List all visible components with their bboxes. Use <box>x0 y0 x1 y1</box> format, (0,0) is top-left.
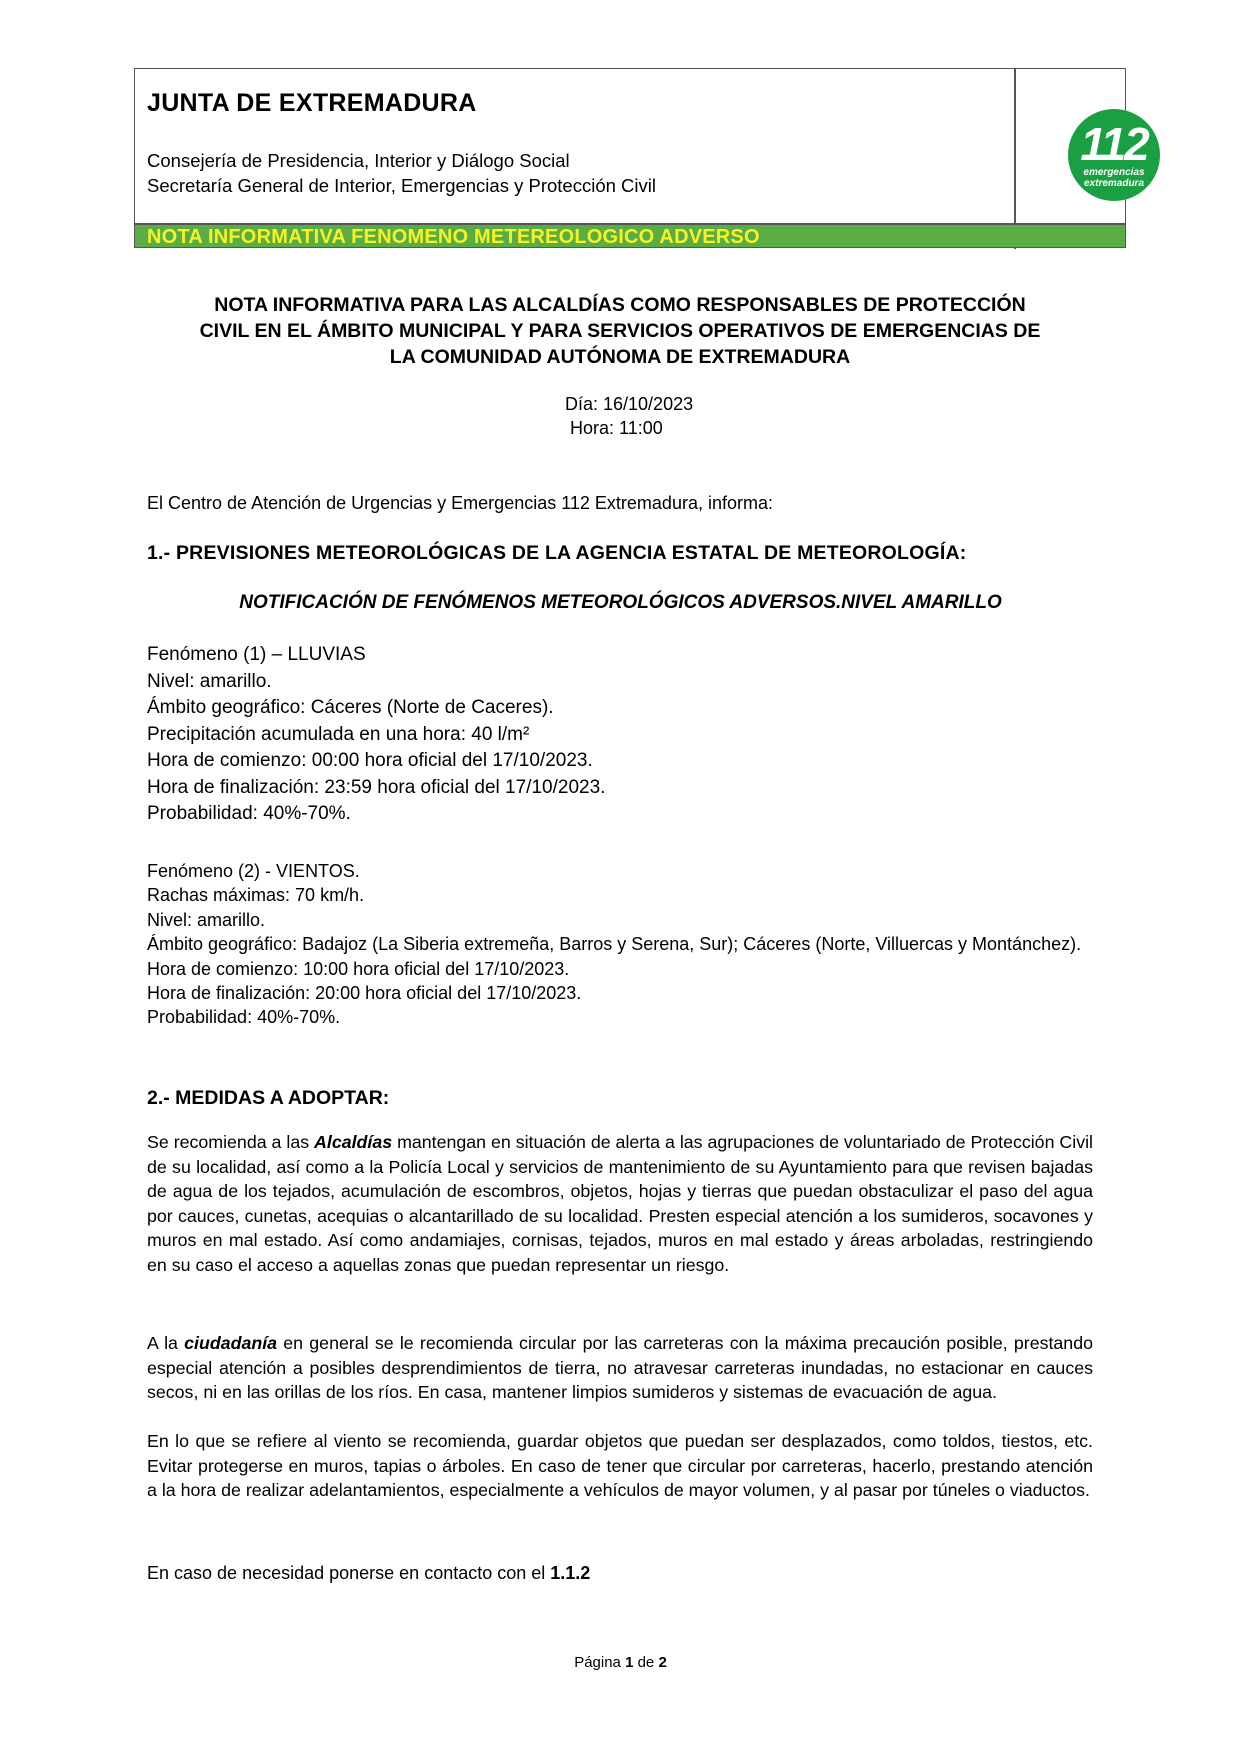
title-line: NOTA INFORMATIVA PARA LAS ALCALDÍAS COMO RESPONSABLES DE PROTECCIÓN <box>214 294 1026 316</box>
para-text: Se recomienda a las <box>147 1132 315 1152</box>
page-footer <box>0 1654 1241 1671</box>
page-label: Página <box>574 1654 621 1671</box>
para-text: en general se le recomienda circular por las carreteras con la máxima precaución posible, prestando especial atención a posibles desprendimientos de tierra, no atravesar carreteras inundadas, no estacionar en cauces secos, ni en las orillas de los ríos. En casa, mantener limpios sumideros y sistemas de evacuación de agua. <box>147 1333 1093 1402</box>
phenomenon-line: Hora de comienzo: 00:00 hora oficial del 17/10/2023. <box>147 750 593 771</box>
emergency-112-logo <box>1068 109 1160 201</box>
phenomenon-line: Nivel: amarillo. <box>147 909 266 930</box>
section-1-heading: 1.- PREVISIONES METEOROLÓGICAS DE LA AGENCIA ESTATAL DE METEOROLOGÍA: <box>147 542 967 564</box>
banner-text: NOTA INFORMATIVA FENOMENO METEREOLOGICO ADVERSO <box>147 226 760 248</box>
recommendation-citizens <box>147 1331 1093 1405</box>
recommendation-municipalities <box>147 1130 1093 1277</box>
organization-name: JUNTA DE EXTREMADURA <box>147 89 477 117</box>
issue-date: Día: 16/10/2023 <box>565 394 694 414</box>
para-text: A la <box>147 1333 185 1353</box>
page-total: 2 <box>658 1654 667 1671</box>
title-line: CIVIL EN EL ÁMBITO MUNICIPAL Y PARA SERVICIOS OPERATIVOS DE EMERGENCIAS DE <box>199 320 1041 342</box>
phenomenon-line: Probabilidad: 40%-70%. <box>147 803 351 824</box>
recommendation-wind: En lo que se refiere al viento se recomienda, guardar objetos que puedan ser desplazados, como toldos, tiestos, etc. Evitar protegerse en muros, tapias o árboles. En caso de tener que circular por carreteras, hacerlo, prestando atención a la hora de realizar adelantamientos, especialmente a vehículos de mayor volumen, y al pasar por túneles o viaductos. <box>147 1431 1093 1500</box>
phenomenon-line: Precipitación acumulada en una hora: 40 l/m² <box>147 723 530 745</box>
phenomenon-line: Hora de finalización: 20:00 hora oficial del 17/10/2023. <box>147 983 582 1004</box>
phenomenon-scope: Ámbito geográfico: Badajoz (La Siberia extremeña, Barros y Serena, Sur); Cáceres (Norte, Villuercas y Montánchez). <box>147 934 1082 955</box>
section-2-heading: 2.- MEDIDAS A ADOPTAR: <box>147 1087 390 1109</box>
phenomenon-2 <box>147 859 1093 1030</box>
para-emphasis: Alcaldías <box>314 1132 393 1152</box>
para-emphasis: ciudadanía <box>184 1333 278 1353</box>
logo-number: 112 <box>1080 118 1148 170</box>
phenomenon-line: Fenómeno (1) – LLUVIAS <box>147 644 366 665</box>
logo-line-2: extremadura <box>1083 178 1145 189</box>
logo-line-1: emergencias <box>1083 167 1145 178</box>
header-divider-vertical <box>1014 69 1016 249</box>
notification-heading: NOTIFICACIÓN DE FENÓMENOS METEOROLÓGICOS ADVERSOS.NIVEL AMARILLO <box>239 592 1002 613</box>
phenomenon-line: Probabilidad: 40%-70%. <box>147 1007 341 1028</box>
contact-text: En caso de necesidad ponerse en contacto con el <box>147 1563 551 1583</box>
contact-line <box>147 1563 590 1584</box>
phenomenon-line: Hora de finalización: 23:59 hora oficial del 17/10/2023. <box>147 776 606 798</box>
header-box <box>134 68 1148 248</box>
phenomenon-line: Rachas máximas: 70 km/h. <box>147 885 365 906</box>
para-text: mantengan en situación de alerta a las agrupaciones de voluntariado de Protección Civil de su localidad, así como a la Policía Local y servicios de mantenimiento de su Ayuntamiento para que revisen bajadas de agua de los tejados, acumulación de escombros, objetos, hojas y tierras que puedan obstaculizar el paso del agua por cauces, cunetas, acequias o alcantarillado de su localidad. Presten especial atención a los sumideros, socavones y muros en mal estado. Así como andamiajes, cornisas, tejados, muros en mal estado y áreas arboladas, restringiendo en su caso el acceso a aquellas zonas que puedan representar un riesgo. <box>147 1132 1093 1275</box>
page-number: 1 <box>625 1654 634 1671</box>
title-line: LA COMUNIDAD AUTÓNOMA DE EXTREMADURA <box>389 346 851 368</box>
document-title <box>140 292 1100 370</box>
emergency-number: 1.1.2 <box>550 1563 591 1583</box>
phenomenon-line: Ámbito geográfico: Cáceres (Norte de Caceres). <box>147 697 554 718</box>
intro-text: El Centro de Atención de Urgencias y Emergencias 112 Extremadura, informa: <box>147 493 773 513</box>
issue-time: Hora: 11:00 <box>570 418 663 438</box>
department-line-1: Consejería de Presidencia, Interior y Diálogo Social <box>147 150 570 171</box>
of-label: de <box>637 1654 655 1671</box>
phenomenon-1 <box>147 642 605 828</box>
phenomenon-line: Fenómeno (2) - VIENTOS. <box>147 861 360 881</box>
phenomenon-line: Nivel: amarillo. <box>147 670 272 692</box>
phenomenon-line: Hora de comienzo: 10:00 hora oficial del 17/10/2023. <box>147 958 570 979</box>
department-line-2: Secretaría General de Interior, Emergencias y Protección Civil <box>147 175 656 196</box>
